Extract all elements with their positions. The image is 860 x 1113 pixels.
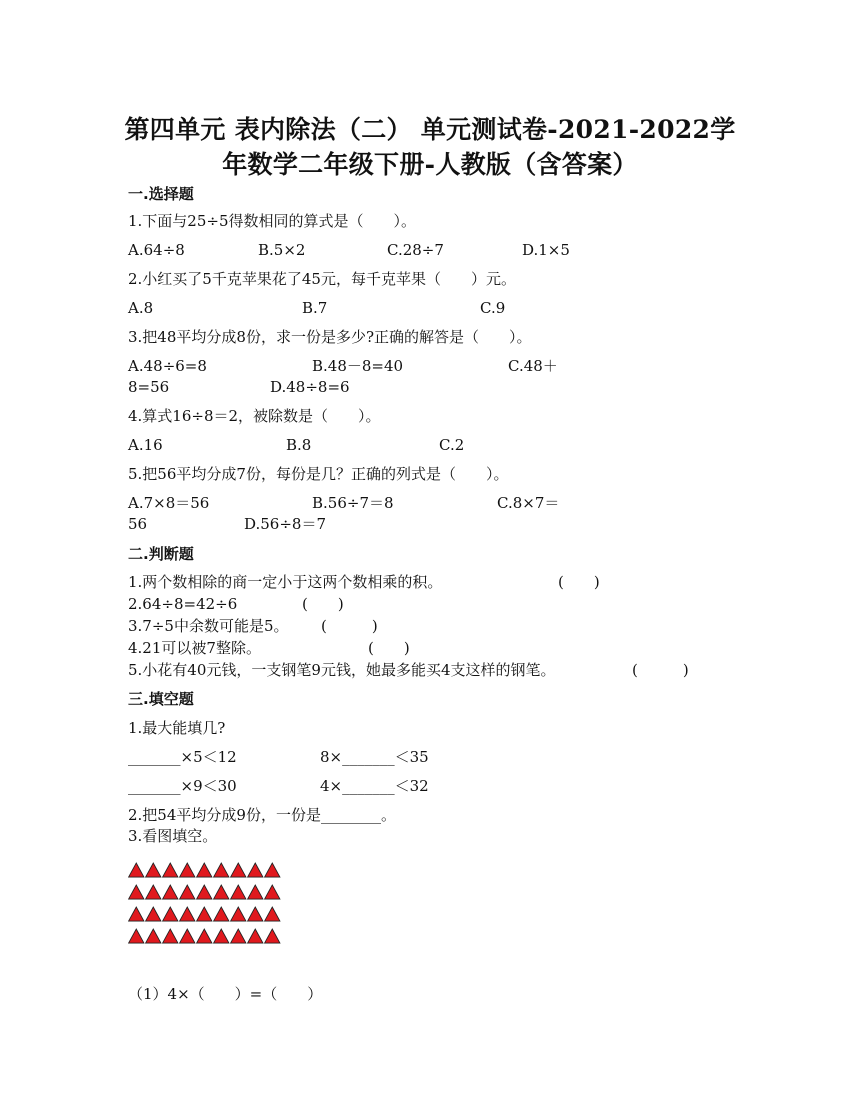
triangle-row xyxy=(128,856,281,878)
triangle-icon xyxy=(128,862,145,878)
triangle-icon xyxy=(247,928,264,944)
question-3-option-a: A.48÷6=8 xyxy=(128,357,207,375)
question-5-option-d: D.56÷8＝7 xyxy=(244,515,327,533)
section-heading-judgement: 二.判断题 xyxy=(128,545,194,563)
question-4-option-b: B.8 xyxy=(286,436,312,454)
triangle-icon xyxy=(213,928,230,944)
triangle-icon xyxy=(196,906,213,922)
triangle-icon xyxy=(247,862,264,878)
question-3-option-b: B.48－8=40 xyxy=(312,357,404,375)
question-1-text: 1.下面与25÷5得数相同的算式是（ ）。 xyxy=(128,212,417,230)
question-5-option-b: B.56÷7＝8 xyxy=(312,494,394,512)
triangle-icon xyxy=(162,862,179,878)
question-1-option-c: C.28÷7 xyxy=(387,241,444,259)
page-title-line-1: 第四单元 表内除法（二） 单元测试卷-2021-2022学 xyxy=(124,115,736,144)
page-title-line-2: 年数学二年级下册-人教版（含答案） xyxy=(222,150,638,179)
triangle-icon xyxy=(145,928,162,944)
triangle-icon xyxy=(230,928,247,944)
triangle-icon xyxy=(196,884,213,900)
triangle-icon xyxy=(179,906,196,922)
fill-1-row-2-b: 4×_______＜32 xyxy=(320,777,429,795)
question-5-option-c: C.8×7＝ xyxy=(497,494,560,512)
judgement-2-text: 2.64÷8=42÷6 xyxy=(128,595,238,613)
question-5-text: 5.把56平均分成7份，每份是几？正确的列式是（ ）。 xyxy=(128,465,509,483)
judgement-2-bracket: ( ) xyxy=(302,595,344,613)
judgement-5-bracket: ( ) xyxy=(632,661,689,679)
fill-3-text: 3.看图填空。 xyxy=(128,827,218,845)
triangle-icon xyxy=(230,862,247,878)
triangle-icon xyxy=(230,906,247,922)
triangle-icon xyxy=(162,928,179,944)
question-4-option-c: C.2 xyxy=(439,436,465,454)
question-2-option-b: B.7 xyxy=(302,299,328,317)
question-5-option-a: A.7×8＝56 xyxy=(128,494,210,512)
triangle-icon xyxy=(264,884,281,900)
question-4-option-a: A.16 xyxy=(128,436,163,454)
fill-3-sub-1: （1）4×（ ）=（ ） xyxy=(128,985,323,1003)
question-3-text: 3.把48平均分成8份，求一份是多少?正确的解答是（ ）。 xyxy=(128,328,532,346)
section-heading-choice: 一.选择题 xyxy=(128,185,194,203)
triangle-icon xyxy=(213,906,230,922)
question-3-option-c-wrap: 8=56 xyxy=(128,378,170,396)
triangle-array-figure xyxy=(128,856,281,944)
judgement-3-bracket: ( ) xyxy=(321,617,378,635)
triangle-icon xyxy=(145,862,162,878)
triangle-icon xyxy=(213,884,230,900)
fill-1-row-1-a: _______×5＜12 xyxy=(128,748,237,766)
judgement-5-text: 5.小花有40元钱，一支钢笔9元钱，她最多能买4支这样的钢笔。 xyxy=(128,661,556,679)
triangle-icon xyxy=(247,884,264,900)
triangle-icon xyxy=(162,906,179,922)
question-2-option-a: A.8 xyxy=(128,299,154,317)
triangle-icon xyxy=(162,884,179,900)
triangle-row xyxy=(128,878,281,900)
triangle-icon xyxy=(179,884,196,900)
question-1-option-b: B.5×2 xyxy=(258,241,306,259)
fill-1-row-1-b: 8×_______＜35 xyxy=(320,748,429,766)
triangle-row xyxy=(128,922,281,944)
question-1-option-d: D.1×5 xyxy=(522,241,570,259)
triangle-icon xyxy=(128,928,145,944)
question-4-text: 4.算式16÷8＝2，被除数是（ ）。 xyxy=(128,407,381,425)
triangle-icon xyxy=(230,884,247,900)
triangle-row xyxy=(128,900,281,922)
question-2-option-c: C.9 xyxy=(480,299,506,317)
question-2-text: 2.小红买了5千克苹果花了45元，每千克苹果（ ）元。 xyxy=(128,270,516,288)
triangle-icon xyxy=(264,928,281,944)
triangle-icon xyxy=(145,906,162,922)
triangle-icon xyxy=(213,862,230,878)
triangle-icon xyxy=(196,862,213,878)
triangle-icon xyxy=(247,906,264,922)
triangle-icon xyxy=(196,928,213,944)
question-1-option-a: A.64÷8 xyxy=(128,241,185,259)
triangle-icon xyxy=(128,884,145,900)
triangle-icon xyxy=(145,884,162,900)
judgement-1-bracket: ( ) xyxy=(558,573,600,591)
judgement-4-bracket: ( ) xyxy=(368,639,410,657)
triangle-icon xyxy=(179,928,196,944)
triangle-icon xyxy=(179,862,196,878)
judgement-1-text: 1.两个数相除的商一定小于这两个数相乘的积。 xyxy=(128,573,443,591)
triangle-icon xyxy=(128,906,145,922)
question-3-option-d: D.48÷8=6 xyxy=(270,378,350,396)
question-5-option-c-wrap: 56 xyxy=(128,515,148,533)
fill-2-text: 2.把54平均分成9份，一份是________。 xyxy=(128,806,396,824)
triangle-icon xyxy=(264,862,281,878)
judgement-3-text: 3.7÷5中余数可能是5。 xyxy=(128,617,289,635)
triangle-icon xyxy=(264,906,281,922)
fill-1-row-2-a: _______×9＜30 xyxy=(128,777,237,795)
judgement-4-text: 4.21可以被7整除。 xyxy=(128,639,261,657)
question-3-option-c: C.48＋ xyxy=(508,357,558,375)
fill-1-text: 1.最大能填几? xyxy=(128,719,226,737)
section-heading-fill-blank: 三.填空题 xyxy=(128,690,194,708)
